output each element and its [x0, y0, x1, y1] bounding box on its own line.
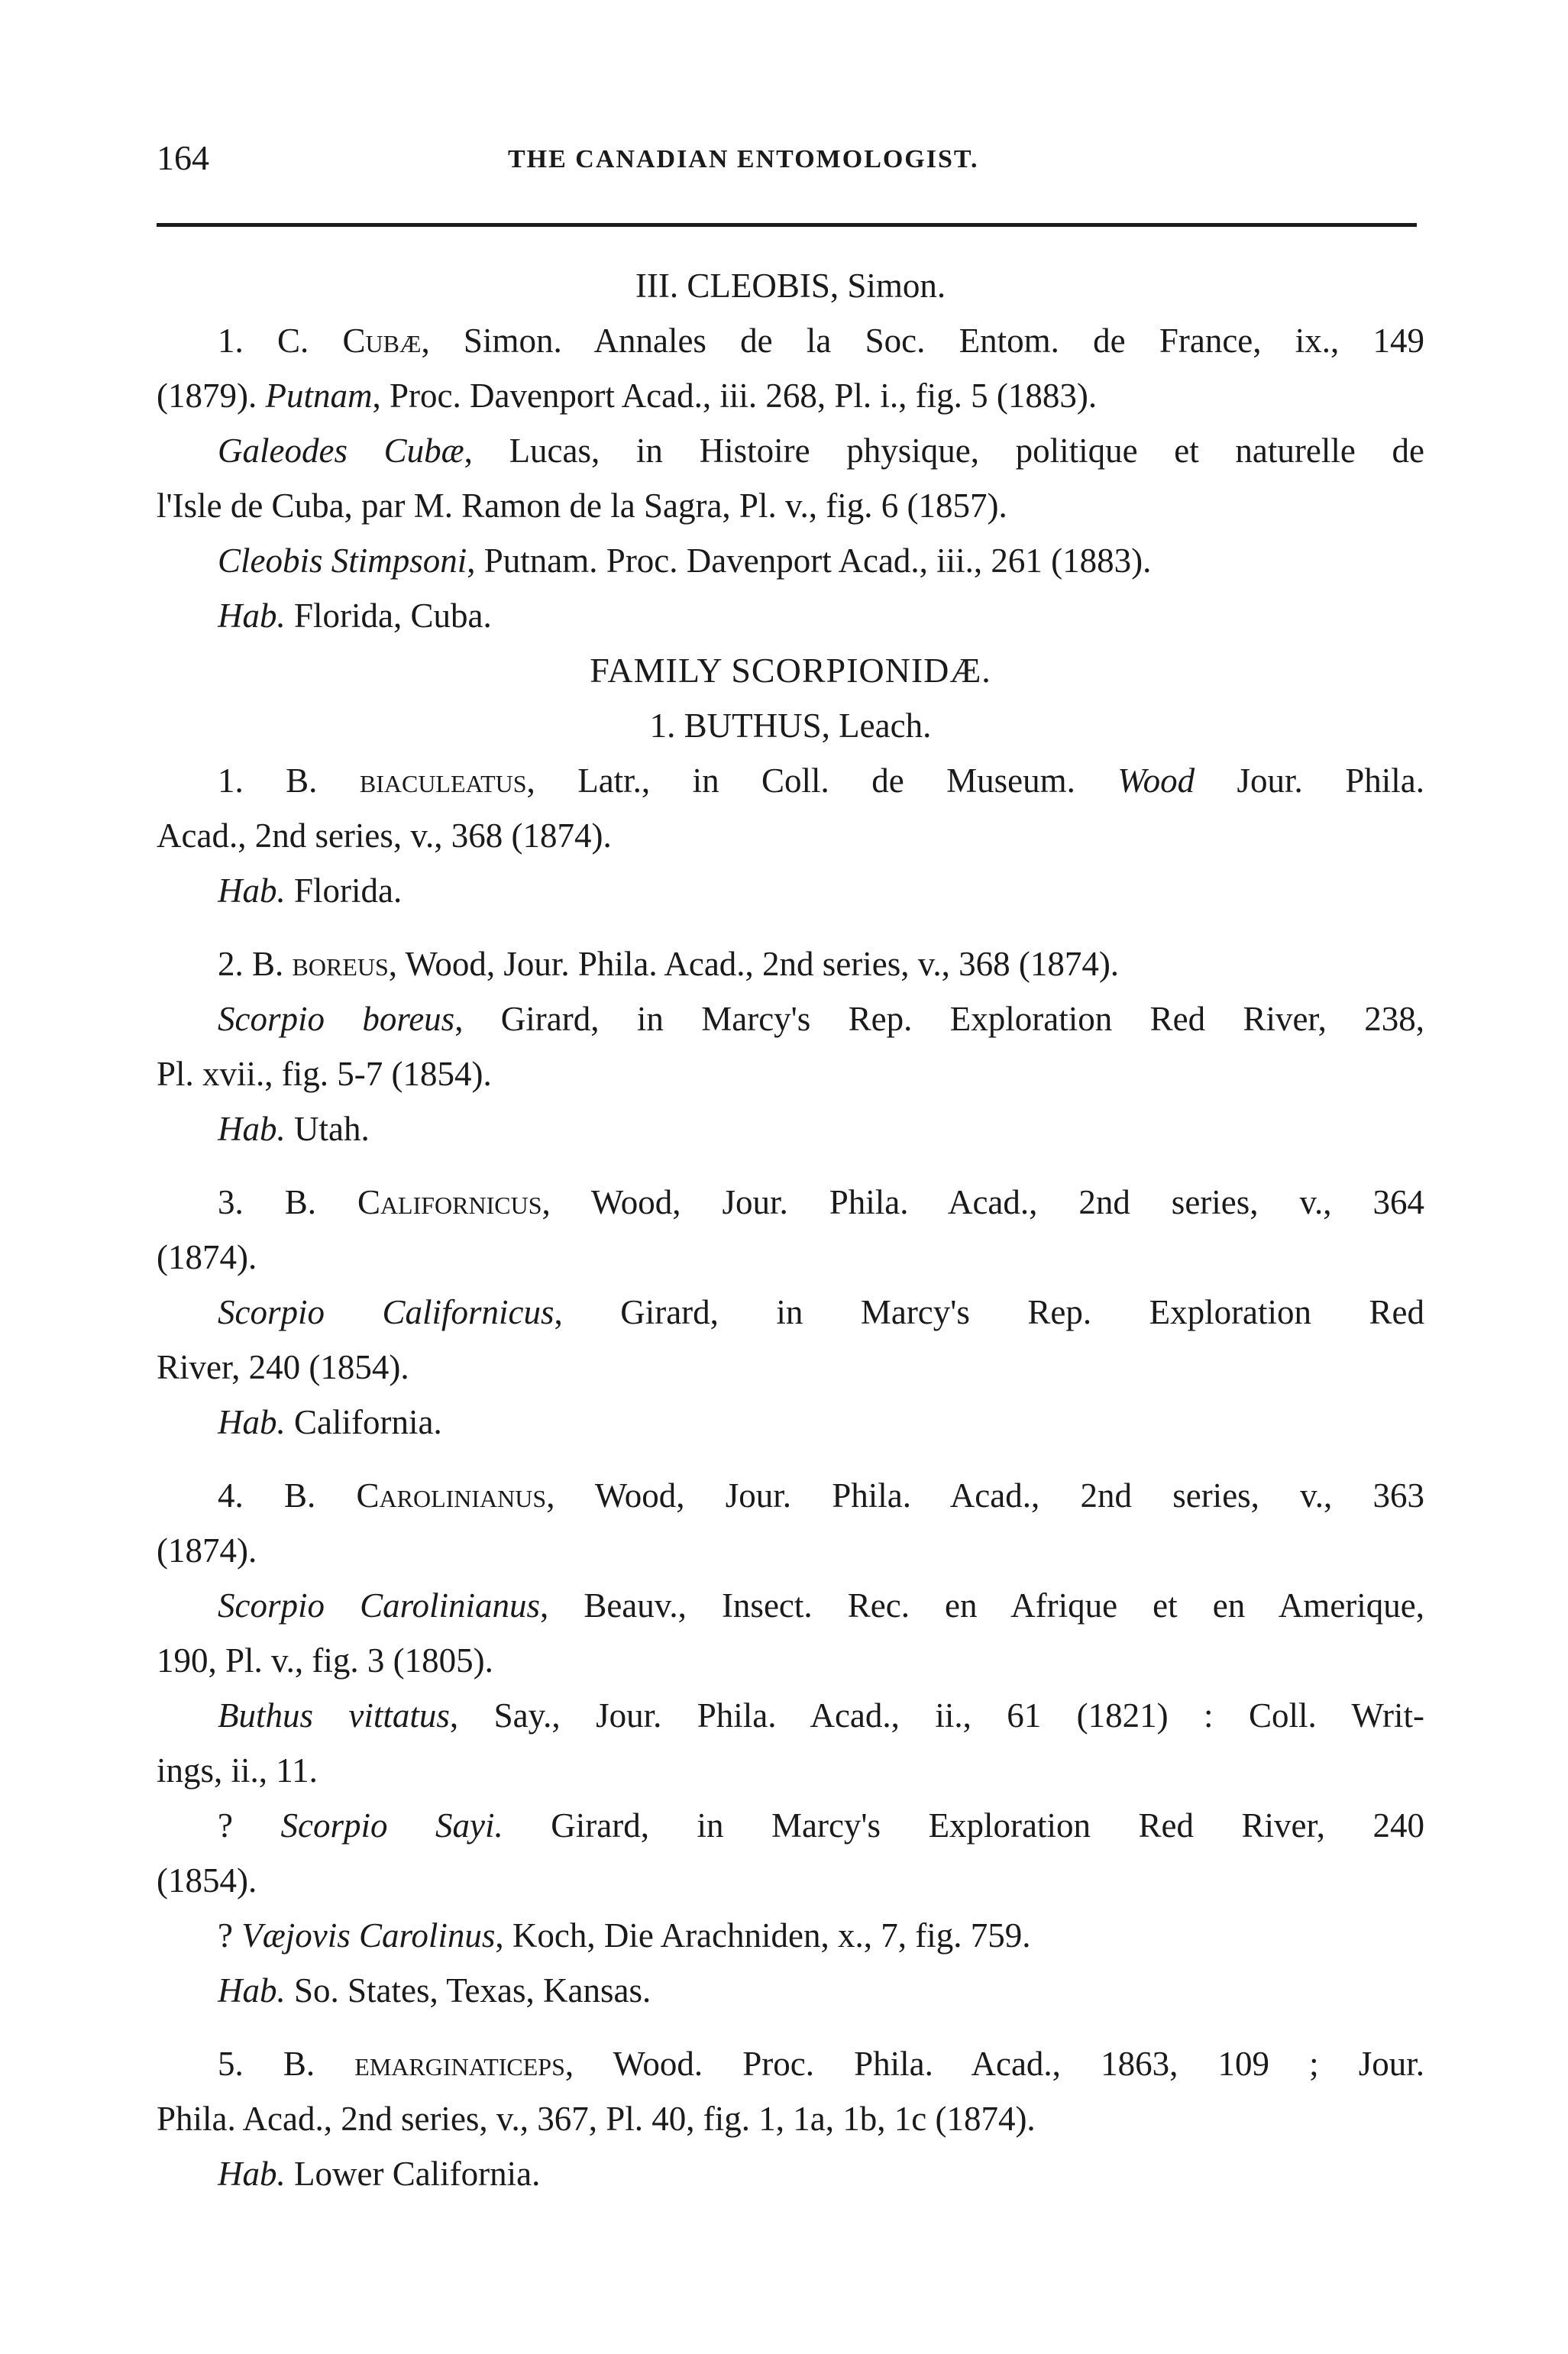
journal-title: THE CANADIAN ENTOMOLOGIST.	[508, 145, 979, 173]
species-name: Californicus	[357, 1183, 542, 1221]
habitat-label: Hab.	[218, 597, 286, 635]
entry-line: (1879). Putnam, Proc. Davenport Acad., iii. 268, Pl. i., fig. 5 (1883).	[157, 377, 1098, 415]
synonym-line: Scorpio boreus, Girard, in Marcy's Rep. Exploration Red River, 238,	[218, 1000, 1424, 1038]
author-name: Wood	[1117, 761, 1195, 800]
synonym-line: Scorpio Carolinianus, Beauv., Insect. Rec. en Afrique et en Amerique,	[218, 1586, 1424, 1625]
habitat-label: Hab.	[218, 1971, 286, 2010]
entry-line: (1874).	[157, 1238, 257, 1276]
synonym-line: Galeodes Cubæ, Lucas, in Histoire physique, politique et naturelle de	[218, 432, 1424, 470]
synonym-name: Scorpio Carolinianus	[218, 1586, 540, 1625]
genus-heading-name: BUTHUS	[684, 707, 822, 745]
synonym-name: Cleobis Stimpsoni	[218, 542, 467, 580]
synonym-line: Buthus vittatus, Say., Jour. Phila. Acad., ii., 61 (1821) : Coll. Writ-	[218, 1696, 1425, 1735]
species-name: Carolinianus	[356, 1476, 547, 1515]
entry-line: 2. B. boreus, Wood, Jour. Phila. Acad., 2nd series, v., 368 (1874).	[218, 945, 1120, 983]
genus-heading-buthus	[157, 698, 1424, 753]
genus-heading-cleobis	[157, 258, 1424, 313]
entry-line: 3. B. Californicus, Wood, Jour. Phila. Acad., 2nd series, v., 364	[218, 1183, 1425, 1221]
entry-line: 1. B. biaculeatus, Latr., in Coll. de Museum. Wood Jour. Phila.	[218, 761, 1424, 800]
entry-line: l'Isle de Cuba, par M. Ramon de la Sagra, Pl. v., fig. 6 (1857).	[157, 487, 1007, 525]
synonym-name: Buthus vittatus	[218, 1696, 450, 1735]
synonym-line: Scorpio Californicus, Girard, in Marcy's Rep. Exploration Red	[218, 1293, 1424, 1331]
synonym-name: Scorpio boreus	[218, 1000, 455, 1038]
entry-line: (1874).	[157, 1531, 257, 1570]
synonym-name: Væjovis Carolinus	[241, 1916, 496, 1955]
author-name: Putnam	[265, 377, 373, 415]
genus-heading-name: CLEOBIS	[687, 267, 830, 305]
entry-gap	[157, 1450, 1424, 1468]
entry-line: Acad., 2nd series, v., 368 (1874).	[157, 816, 612, 855]
habitat-label: Hab.	[218, 1110, 286, 1148]
genus-heading-author: , Leach.	[821, 707, 932, 745]
entry-line: River, 240 (1854).	[157, 1348, 409, 1386]
habitat-line: Hab. So. States, Texas, Kansas.	[218, 1971, 651, 2010]
entry-line: Phila. Acad., 2nd series, v., 367, Pl. 40, fig. 1, 1a, 1b, 1c (1874).	[157, 2100, 1036, 2138]
page-body	[157, 258, 1424, 2201]
genus-heading-number: III.	[635, 267, 679, 305]
species-name: emarginaticeps	[354, 2045, 565, 2083]
species-name: biaculeatus	[359, 761, 527, 800]
synonym-line: ? Væjovis Carolinus, Koch, Die Arachniden, x., 7, fig. 759.	[218, 1916, 1031, 1955]
entry-gap	[157, 918, 1424, 936]
entry-gap	[157, 2018, 1424, 2036]
habitat-line: Hab. Lower California.	[218, 2155, 541, 2193]
family-heading: FAMILY SCORPIONIDÆ.	[590, 651, 991, 690]
habitat-line: Hab. Florida, Cuba.	[218, 597, 492, 635]
entry-line: 190, Pl. v., fig. 3 (1805).	[157, 1641, 493, 1680]
entry-line: (1854).	[157, 1861, 257, 1900]
synonym-name: Galeodes Cubæ	[218, 432, 464, 470]
running-head	[157, 137, 1440, 183]
habitat-line: Hab. California.	[218, 1403, 442, 1441]
habitat-label: Hab.	[218, 871, 286, 910]
entry-gap	[157, 1156, 1424, 1175]
entry-line: ings, ii., 11.	[157, 1751, 318, 1790]
entry-line: Pl. xvii., fig. 5-7 (1854).	[157, 1055, 492, 1093]
genus-heading-author: , Simon.	[829, 267, 946, 305]
page-number: 164	[157, 138, 209, 177]
entry-line: 4. B. Carolinianus, Wood, Jour. Phila. Acad., 2nd series, v., 363	[218, 1476, 1424, 1515]
genus-heading-number: 1.	[649, 707, 676, 745]
synonym-line: ? Scorpio Sayi. Girard, in Marcy's Exploration Red River, 240	[218, 1806, 1424, 1845]
habitat-label: Hab.	[218, 1403, 286, 1441]
synonym-name: Scorpio Californicus	[218, 1293, 554, 1331]
synonym-line: Cleobis Stimpsoni, Putnam. Proc. Davenport Acad., iii., 261 (1883).	[218, 542, 1152, 580]
synonym-name: Scorpio Sayi.	[280, 1806, 503, 1845]
entry-line: 1. C. Cubæ, Simon. Annales de la Soc. Entom. de France, ix., 149	[218, 322, 1425, 360]
habitat-label: Hab.	[218, 2155, 286, 2193]
habitat-line: Hab. Florida.	[218, 871, 403, 910]
species-name: Cubæ	[342, 322, 422, 360]
species-name: boreus	[292, 945, 389, 983]
header-rule	[157, 223, 1417, 227]
habitat-line: Hab. Utah.	[218, 1110, 370, 1148]
entry-line: 5. B. emarginaticeps, Wood. Proc. Phila. Acad., 1863, 109 ; Jour.	[218, 2045, 1424, 2083]
